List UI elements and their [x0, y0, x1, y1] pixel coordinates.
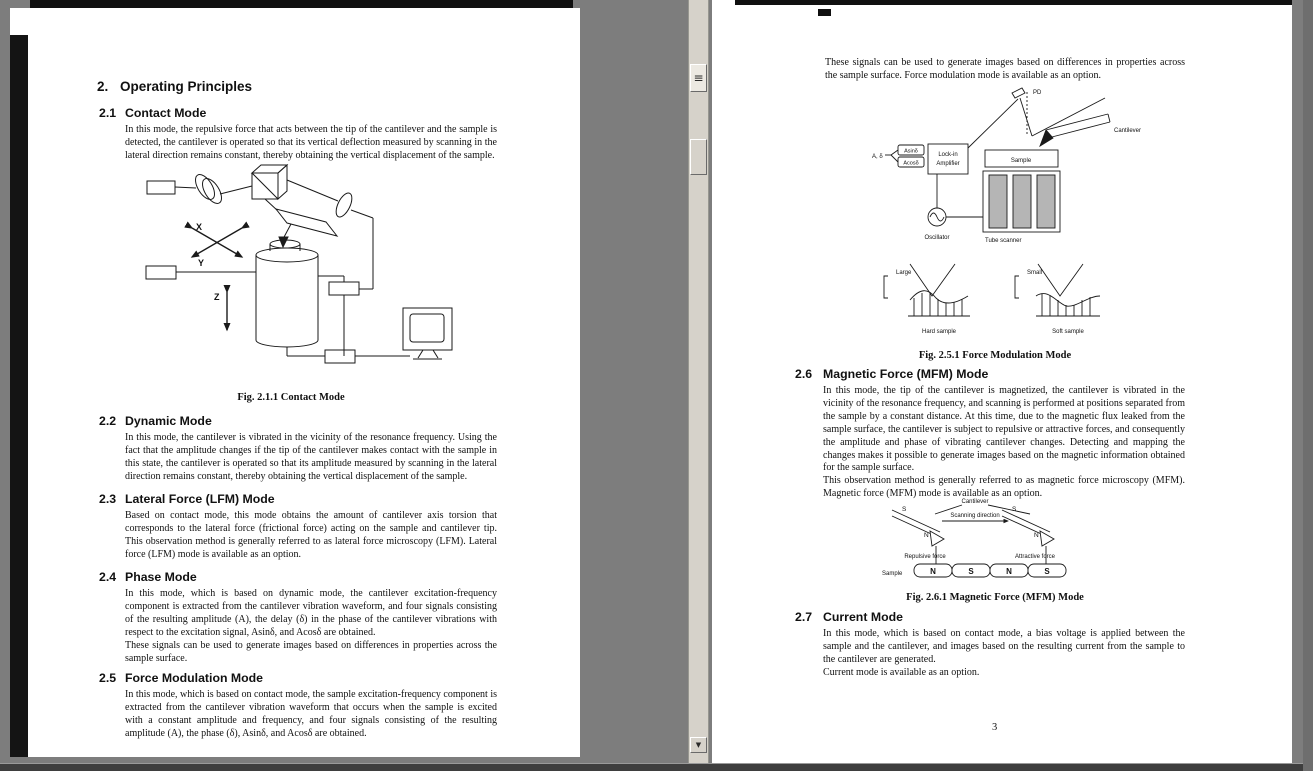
section-2-2 [99, 414, 497, 484]
magnet-label-2: S [968, 567, 974, 576]
chapter-title: Operating Principles [120, 79, 253, 94]
section-paragraph: Current mode is available as an option. [823, 666, 980, 678]
section-number: 2.7 [795, 610, 813, 624]
axis-label-x: X [196, 222, 203, 232]
figure-caption-mfm: Fig. 2.6.1 Magnetic Force (MFM) Mode [906, 592, 1084, 603]
scan-edge-left [10, 35, 28, 757]
acos-label: Acosδ [903, 160, 919, 167]
laser-box [147, 181, 175, 194]
small-label: Small [1027, 270, 1043, 276]
axis-label-y: Y [198, 258, 205, 268]
section-2-3 [99, 492, 497, 562]
chapter-heading [97, 79, 252, 94]
controller-box-right [329, 282, 359, 295]
detector-lens [333, 191, 355, 220]
force-modulation-schematic [884, 88, 1110, 316]
lockin-label-1: Lock-in [938, 152, 958, 158]
pole-n-right: N [1034, 532, 1039, 539]
contact-mode-optics [146, 165, 452, 363]
section-title: Magnetic Force (MFM) Mode [823, 367, 989, 381]
oscillator-label: Oscillator [924, 235, 950, 241]
pole-s-left: S [902, 506, 907, 513]
magnet-label-4: S [1044, 567, 1050, 576]
section-title: Dynamic Mode [125, 414, 212, 428]
scan-edge-top [30, 0, 573, 8]
controller-box-bottom [325, 350, 355, 363]
cantilever-holder [276, 209, 337, 236]
hard-sample-label: Hard sample [921, 329, 957, 335]
magnet-label-3: N [1006, 567, 1012, 576]
section-paragraph: In this mode, which is based on dynamic mode, the cantilever excitation-frequency component is extracted from the cantilever vibration waveform, and four signals consisting of the resulting amplitude (A), the delay (δ) in the phase of the cantilever vibrations with respect to the excitation signal, Asinδ, and Acosδ are obtained. [125, 588, 497, 638]
page-right [712, 0, 1292, 768]
pole-s-right: S [1012, 506, 1017, 513]
scan-artifact [818, 9, 831, 16]
cantilever-soft [1038, 264, 1083, 296]
section-number: 2.2 [99, 414, 117, 428]
section-2-1 [99, 106, 497, 163]
amplitude-bracket-left [884, 276, 888, 298]
mirror-lens [192, 171, 219, 202]
page-left [10, 8, 580, 757]
section-paragraph: In this mode, the cantilever is vibrated in the vicinity of the resonance frequency. Using the fact that the amplitude changes if the tip of the cantilever makes contact with the sample in this state, the cantilever is operated so that its amplitude measured by scanning in the lateral direction remains constant, thereby obtaining the vertical displacement of the sample. [125, 432, 497, 482]
window-right-edge [1303, 0, 1313, 771]
section-paragraph: Based on contact mode, this mode obtains the amount of cantilever axis torsion that corresponds to the lateral force (frictional force) acting on the sample and cantilever tip. This observation method is generally referred to as lateral force microscopy (LFM). Lateral force (LFM) mode is available as an option. [125, 510, 497, 560]
cantilever-label: Cantilever [1114, 128, 1142, 134]
section-2-7 [795, 610, 1185, 680]
figure-caption-contact: Fig. 2.1.1 Contact Mode [237, 392, 345, 403]
tube-scanner-label: Tube scanner [985, 238, 1022, 244]
cantilever-label: Cantilever [961, 499, 989, 505]
section-paragraph: In this mode, which is based on contact mode, a bias voltage is applied between the sample and the cantilever, and images based on the resulting current from the sample to the cantilever are generated. [823, 628, 1185, 665]
section-number: 2.1 [99, 106, 117, 120]
scrollbar-thumb[interactable] [690, 139, 707, 175]
soft-sample-label: Soft sample [1052, 329, 1084, 335]
section-2-5 [99, 671, 497, 741]
section-title: Contact Mode [125, 106, 207, 120]
pd-label: PD [1033, 90, 1042, 96]
splitter-handle-icon[interactable]: ≡ [690, 64, 707, 92]
amplitude-bracket-right [1015, 276, 1019, 298]
section-title: Current Mode [823, 610, 903, 624]
cantilever-tip [279, 237, 288, 247]
cantilever-hard [910, 264, 955, 296]
section-number: 2.4 [99, 570, 117, 584]
section-number: 2.5 [99, 671, 117, 685]
figure-caption-force-modulation: Fig. 2.5.1 Force Modulation Mode [918, 350, 1072, 361]
section-paragraph: This observation method is generally referred to as magnetic force microscopy (MFM). Magnetic force (MFM) mode is available as an option. [823, 475, 1185, 500]
monitor-screen [410, 314, 444, 342]
a-delta-label: A, δ [872, 154, 883, 160]
section-2-6 [795, 367, 1185, 501]
cantilever-tip [1040, 130, 1053, 146]
lockin-label-2: Amplifier [936, 161, 960, 167]
section-title: Force Modulation Mode [125, 671, 263, 685]
magnet-label-1: N [930, 567, 936, 576]
photodetector [1012, 88, 1025, 98]
attractive-force-label: Attractive force [1014, 554, 1056, 560]
intro-paragraph: These signals can be used to generate images based on differences in properties across the sample surface. Force modulation mode is available as an option. [825, 57, 1185, 81]
cantilever-tip-right [1040, 531, 1054, 546]
section-title: Phase Mode [125, 570, 197, 584]
lock-in-amplifier-box [928, 144, 968, 174]
chapter-number: 2. [97, 79, 109, 94]
sample-label: Sample [1010, 158, 1032, 164]
scroll-down-icon[interactable]: ▼ [690, 737, 707, 753]
section-number: 2.3 [99, 492, 117, 506]
section-title: Lateral Force (LFM) Mode [125, 492, 275, 506]
scanner-cylinder [256, 248, 318, 262]
section-paragraph: In this mode, the repulsive force that acts between the tip of the cantilever and the sample is detected, the cantilever is operated so that its vertical deflection measured by scanning in the lateral direction remains constant, thereby obtaining the vertical displacement of the sample. [125, 124, 497, 161]
vertical-scrollbar[interactable] [688, 0, 709, 771]
section-paragraph: These signals can be used to generate images based on differences in properties across the sample surface. [125, 639, 497, 664]
cantilever-tip-left [930, 531, 944, 546]
controller-box-left [146, 266, 176, 279]
section-paragraph: In this mode, the tip of the cantilever is magnetized, the cantilever is vibrated in the vicinity of the resonance frequency, and scanning is performed at positions separated from the sample by a constant distance. At this time, due to the magnetic flux leaked from the sample surface, the cantilever is subject to repulsive or attractive forces, and consequently the amplitude and phase of vibrating cantilever changes. Detecting and mapping the changes makes it possible to generate images based on the magnetic information obtained for the sample surface. [823, 385, 1185, 474]
section-paragraph: In this mode, which is based on contact mode, the sample excitation-frequency component is extracted from the cantilever vibration waveform that occurs when the sample is excited with a constant amplitude and frequency, and four signals consisting of the resulting amplitude (A), the phase (δ), Asinδ, and Acosδ are obtained. [125, 689, 497, 739]
section-number: 2.6 [795, 367, 813, 381]
figure-contact-mode-diagram [130, 160, 460, 386]
large-label: Large [896, 270, 912, 276]
asin-label: Asinδ [904, 148, 918, 155]
figure-mfm-diagram [880, 494, 1110, 589]
window-bottom-edge [0, 763, 1313, 771]
scanning-direction-label: Scanning direction [950, 513, 1000, 519]
scan-edge-top-right [735, 0, 1292, 5]
sample-label: Sample [882, 571, 903, 577]
axis-label-z: Z [214, 292, 220, 302]
repulsive-force-label: Repulsive force [904, 554, 946, 560]
page-number: 3 [992, 722, 998, 733]
section-2-4 [99, 570, 497, 665]
pole-n-left: N [924, 532, 929, 539]
figure-force-modulation-diagram [870, 84, 1160, 346]
